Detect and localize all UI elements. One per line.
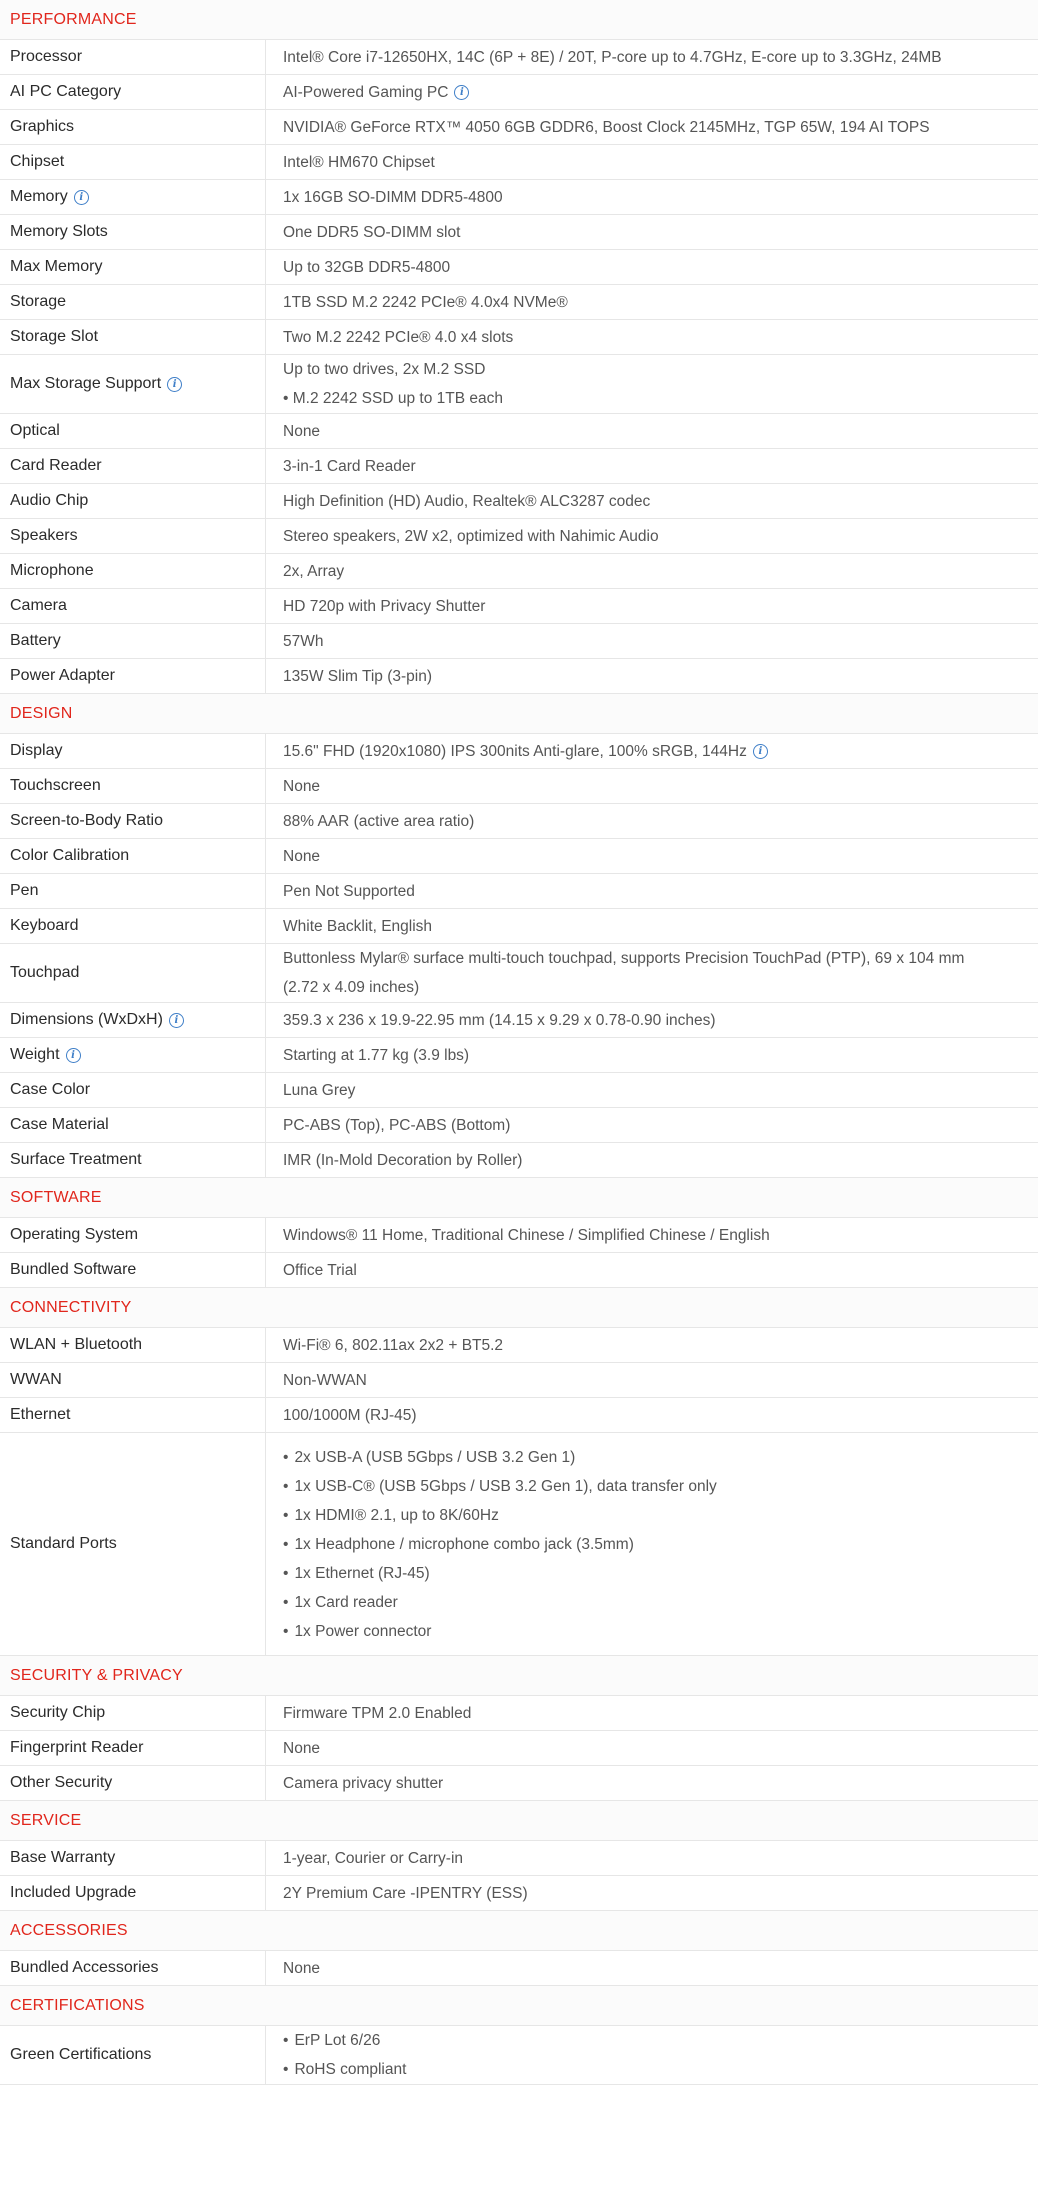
spec-value-text: (2.72 x 4.09 inches) xyxy=(283,979,420,996)
spec-label-text: Screen-to-Body Ratio xyxy=(10,812,163,829)
spec-row xyxy=(0,484,1038,519)
spec-value-line xyxy=(283,183,1032,212)
spec-label-bundled-accessories xyxy=(0,1951,266,1985)
spec-row xyxy=(0,1328,1038,1363)
spec-label-bundled-software xyxy=(0,1253,266,1287)
spec-label-text: Speakers xyxy=(10,527,78,544)
spec-value-text: Camera privacy shutter xyxy=(283,1774,444,1792)
spec-value-line xyxy=(283,1769,1032,1798)
spec-value-line xyxy=(283,1221,1032,1250)
spec-value xyxy=(266,839,1038,873)
spec-label-text: Power Adapter xyxy=(10,667,115,684)
spec-value-text: Buttonless Mylar® surface multi-touch touchpad, supports Precision TouchPad (PTP), 69 x 104 mm xyxy=(283,950,965,967)
spec-value-line xyxy=(283,43,1032,72)
spec-row xyxy=(0,839,1038,874)
spec-label-microphone xyxy=(0,554,266,588)
info-icon[interactable]: i xyxy=(167,377,182,392)
spec-value xyxy=(266,1003,1038,1037)
spec-label-text: Ethernet xyxy=(10,1406,71,1423)
spec-value xyxy=(266,1433,1038,1655)
spec-label-text: Battery xyxy=(10,632,61,649)
spec-label-text: Max Memory xyxy=(10,258,103,275)
spec-label-text: Memory xyxy=(10,188,68,205)
spec-label-text: Included Upgrade xyxy=(10,1884,137,1901)
spec-value xyxy=(266,1218,1038,1252)
spec-value-text: Firmware TPM 2.0 Enabled xyxy=(283,1704,472,1722)
spec-value-text: 88% AAR (active area ratio) xyxy=(283,812,475,830)
spec-value xyxy=(266,1143,1038,1177)
spec-label-case-color xyxy=(0,1073,266,1107)
spec-row xyxy=(0,75,1038,110)
spec-value-text: • 2x USB-A (USB 5Gbps / USB 3.2 Gen 1) xyxy=(283,1449,575,1466)
spec-label-screen-to-body-ratio xyxy=(0,804,266,838)
spec-label-camera xyxy=(0,589,266,623)
spec-label-text: Graphics xyxy=(10,118,75,135)
spec-value-list-item xyxy=(283,2026,1032,2055)
spec-value xyxy=(266,484,1038,518)
spec-value-text: • 1x HDMI® 2.1, up to 8K/60Hz xyxy=(283,1507,499,1524)
spec-row xyxy=(0,1143,1038,1178)
spec-label-dimensions-wxdxh xyxy=(0,1003,266,1037)
spec-value-text: 135W Slim Tip (3-pin) xyxy=(283,667,433,685)
spec-value xyxy=(266,1841,1038,1875)
spec-value xyxy=(266,1696,1038,1730)
spec-label-standard-ports xyxy=(0,1433,266,1655)
spec-label-text: Keyboard xyxy=(10,917,79,934)
spec-value-text: Intel® HM670 Chipset xyxy=(283,153,435,171)
spec-row xyxy=(0,1876,1038,1911)
spec-value xyxy=(266,519,1038,553)
spec-label-touchscreen xyxy=(0,769,266,803)
spec-value-line xyxy=(283,912,1032,941)
spec-row xyxy=(0,449,1038,484)
spec-value-line xyxy=(283,662,1032,691)
spec-value-text: Intel® Core i7-12650HX, 14C (6P + 8E) / 20T, P-core up to 4.7GHz, E-core up to 3.3GHz, 24MB xyxy=(283,48,942,66)
spec-row xyxy=(0,1253,1038,1288)
spec-value-line xyxy=(283,1734,1032,1763)
spec-value-text: 57Wh xyxy=(283,632,324,650)
spec-label-pen xyxy=(0,874,266,908)
spec-value xyxy=(266,554,1038,588)
spec-value-list-item xyxy=(283,2055,1032,2084)
spec-value-line xyxy=(283,1331,1032,1360)
spec-value-list-item xyxy=(283,1617,1032,1646)
spec-label-surface-treatment xyxy=(0,1143,266,1177)
spec-label-green-certifications xyxy=(0,2026,266,2084)
spec-value-line xyxy=(283,737,1032,766)
spec-label-memory-slots xyxy=(0,215,266,249)
spec-value-text: White Backlit, English xyxy=(283,917,433,935)
spec-row xyxy=(0,2026,1038,2085)
spec-label-text: Storage xyxy=(10,293,67,310)
spec-value xyxy=(266,1108,1038,1142)
spec-value-text: None xyxy=(283,777,321,795)
spec-row xyxy=(0,414,1038,449)
spec-value-line xyxy=(283,113,1032,142)
spec-row xyxy=(0,1398,1038,1433)
spec-value xyxy=(266,1328,1038,1362)
spec-value xyxy=(266,215,1038,249)
spec-label-text: Display xyxy=(10,742,63,759)
spec-value xyxy=(266,414,1038,448)
spec-value xyxy=(266,1951,1038,1985)
spec-value-text: • 1x Headphone / microphone combo jack (3.5mm) xyxy=(283,1536,634,1553)
spec-value xyxy=(266,145,1038,179)
spec-label-touchpad xyxy=(0,944,266,1002)
spec-value-text: Wi-Fi® 6, 802.11ax 2x2 + BT5.2 xyxy=(283,1336,504,1354)
spec-value xyxy=(266,1253,1038,1287)
spec-value-text: 15.6" FHD (1920x1080) IPS 300nits Anti-glare, 100% sRGB, 144Hz xyxy=(283,742,747,760)
spec-row xyxy=(0,285,1038,320)
spec-value-text: HD 720p with Privacy Shutter xyxy=(283,597,486,615)
spec-value-text: None xyxy=(283,1739,321,1757)
spec-label-text: Card Reader xyxy=(10,457,102,474)
spec-label-processor xyxy=(0,40,266,74)
spec-row xyxy=(0,320,1038,355)
spec-row xyxy=(0,1003,1038,1038)
spec-value-line xyxy=(283,384,1032,413)
spec-label-chipset xyxy=(0,145,266,179)
spec-value-text: PC-ABS (Top), PC-ABS (Bottom) xyxy=(283,1116,511,1134)
spec-row xyxy=(0,110,1038,145)
spec-value-line xyxy=(283,944,1032,973)
spec-value-text: NVIDIA® GeForce RTX™ 4050 6GB GDDR6, Boost Clock 2145MHz, TGP 65W, 194 AI TOPS xyxy=(283,118,930,136)
spec-value-line xyxy=(283,78,1032,107)
spec-label-weight xyxy=(0,1038,266,1072)
spec-value-text: None xyxy=(283,1959,321,1977)
spec-value-line xyxy=(283,807,1032,836)
spec-value-line xyxy=(283,1111,1032,1140)
spec-value-text: Up to two drives, 2x M.2 SSD xyxy=(283,361,486,378)
section-header-security-privacy: SECURITY & PRIVACY xyxy=(0,1656,1038,1696)
spec-value-text: Up to 32GB DDR5-4800 xyxy=(283,258,451,276)
spec-label-text: Camera xyxy=(10,597,67,614)
section-header-performance: PERFORMANCE xyxy=(0,0,1038,40)
spec-value-line xyxy=(283,842,1032,871)
spec-value-text: Two M.2 2242 PCIe® 4.0 x4 slots xyxy=(283,328,514,346)
spec-value-line xyxy=(283,1146,1032,1175)
spec-value-text: • 1x USB-C® (USB 5Gbps / USB 3.2 Gen 1), data transfer only xyxy=(283,1478,717,1495)
spec-row xyxy=(0,1038,1038,1073)
spec-label-case-material xyxy=(0,1108,266,1142)
spec-row xyxy=(0,180,1038,215)
spec-label-text: Case Material xyxy=(10,1116,109,1133)
spec-row xyxy=(0,1841,1038,1876)
spec-label-wwan xyxy=(0,1363,266,1397)
spec-value xyxy=(266,1876,1038,1910)
spec-row xyxy=(0,1433,1038,1656)
spec-row xyxy=(0,1696,1038,1731)
spec-label-memory xyxy=(0,180,266,214)
spec-label-text: Chipset xyxy=(10,153,65,170)
spec-value-list-item xyxy=(283,1588,1032,1617)
spec-value-text: Starting at 1.77 kg (3.9 lbs) xyxy=(283,1046,470,1064)
spec-value xyxy=(266,355,1038,413)
spec-row xyxy=(0,1731,1038,1766)
spec-value xyxy=(266,1038,1038,1072)
spec-row xyxy=(0,624,1038,659)
spec-value xyxy=(266,909,1038,943)
spec-label-max-memory xyxy=(0,250,266,284)
spec-value-text: • ErP Lot 6/26 xyxy=(283,2032,380,2049)
spec-value xyxy=(266,1731,1038,1765)
spec-value-text: • 1x Ethernet (RJ-45) xyxy=(283,1565,430,1582)
spec-label-text: Max Storage Support xyxy=(10,375,162,392)
spec-value-line xyxy=(283,487,1032,516)
spec-value-text: 1x 16GB SO-DIMM DDR5-4800 xyxy=(283,188,503,206)
spec-row xyxy=(0,1951,1038,1986)
info-icon[interactable]: i xyxy=(454,85,469,100)
spec-value-list-item xyxy=(283,1472,1032,1501)
spec-label-ai-pc-category xyxy=(0,75,266,109)
spec-value-list-item xyxy=(283,1559,1032,1588)
spec-value-list-item xyxy=(283,1530,1032,1559)
spec-value-text: • RoHS compliant xyxy=(283,2061,406,2078)
spec-row xyxy=(0,40,1038,75)
spec-label-text: Base Warranty xyxy=(10,1849,116,1866)
info-icon[interactable]: i xyxy=(66,1048,81,1063)
spec-value-line xyxy=(283,973,1032,1002)
spec-value-line xyxy=(283,627,1032,656)
spec-value xyxy=(266,1398,1038,1432)
spec-value-text: Pen Not Supported xyxy=(283,882,415,900)
spec-value xyxy=(266,804,1038,838)
spec-label-power-adapter xyxy=(0,659,266,693)
spec-value-line xyxy=(283,592,1032,621)
spec-value xyxy=(266,659,1038,693)
spec-value xyxy=(266,449,1038,483)
spec-row xyxy=(0,1108,1038,1143)
spec-value xyxy=(266,2026,1038,2084)
spec-label-storage-slot xyxy=(0,320,266,354)
section-header-connectivity: CONNECTIVITY xyxy=(0,1288,1038,1328)
spec-value-text: IMR (In-Mold Decoration by Roller) xyxy=(283,1151,523,1169)
spec-row xyxy=(0,909,1038,944)
spec-label-text: Green Certifications xyxy=(10,2046,152,2063)
spec-value-line xyxy=(283,253,1032,282)
spec-row xyxy=(0,804,1038,839)
spec-value-text: 3-in-1 Card Reader xyxy=(283,457,416,475)
spec-value-list-item xyxy=(283,1501,1032,1530)
spec-label-text: Processor xyxy=(10,48,83,65)
spec-value-line xyxy=(283,522,1032,551)
spec-value xyxy=(266,944,1038,1002)
spec-row xyxy=(0,519,1038,554)
spec-row xyxy=(0,769,1038,804)
spec-label-fingerprint-reader xyxy=(0,1731,266,1765)
spec-value-line xyxy=(283,1076,1032,1105)
spec-value-text: Windows® 11 Home, Traditional Chinese / Simplified Chinese / English xyxy=(283,1226,770,1244)
spec-label-security-chip xyxy=(0,1696,266,1730)
spec-value-line xyxy=(283,417,1032,446)
section-header-service: SERVICE xyxy=(0,1801,1038,1841)
spec-label-audio-chip xyxy=(0,484,266,518)
info-icon[interactable]: i xyxy=(753,744,768,759)
spec-value xyxy=(266,1363,1038,1397)
spec-value-line xyxy=(283,1699,1032,1728)
spec-label-text: Touchscreen xyxy=(10,777,101,794)
spec-row xyxy=(0,589,1038,624)
spec-row xyxy=(0,1363,1038,1398)
spec-value xyxy=(266,180,1038,214)
spec-label-included-upgrade xyxy=(0,1876,266,1910)
spec-row xyxy=(0,734,1038,769)
section-header-design: DESIGN xyxy=(0,694,1038,734)
spec-label-text: Storage Slot xyxy=(10,328,99,345)
spec-label-text: Pen xyxy=(10,882,39,899)
spec-label-text: Optical xyxy=(10,422,60,439)
spec-label-text: AI PC Category xyxy=(10,83,122,100)
spec-value xyxy=(266,320,1038,354)
spec-label-wlan-bluetooth xyxy=(0,1328,266,1362)
spec-value-line xyxy=(283,557,1032,586)
spec-label-text: WLAN + Bluetooth xyxy=(10,1336,143,1353)
spec-value-line xyxy=(283,1401,1032,1430)
spec-value xyxy=(266,250,1038,284)
spec-value xyxy=(266,769,1038,803)
spec-value-text: • 1x Card reader xyxy=(283,1594,398,1611)
spec-value xyxy=(266,589,1038,623)
spec-value-text: 1-year, Courier or Carry-in xyxy=(283,1849,464,1867)
spec-value-text: High Definition (HD) Audio, Realtek® ALC3287 codec xyxy=(283,492,651,510)
spec-label-operating-system xyxy=(0,1218,266,1252)
spec-row xyxy=(0,215,1038,250)
spec-label-speakers xyxy=(0,519,266,553)
spec-label-battery xyxy=(0,624,266,658)
spec-value-line xyxy=(283,1954,1032,1983)
spec-label-ethernet xyxy=(0,1398,266,1432)
spec-label-text: Fingerprint Reader xyxy=(10,1739,144,1756)
spec-row xyxy=(0,355,1038,414)
spec-label-text: Weight xyxy=(10,1046,60,1063)
spec-label-text: Color Calibration xyxy=(10,847,130,864)
spec-label-text: Memory Slots xyxy=(10,223,108,240)
spec-value-text: • M.2 2242 SSD up to 1TB each xyxy=(283,390,503,407)
spec-value xyxy=(266,624,1038,658)
spec-row xyxy=(0,250,1038,285)
spec-value xyxy=(266,285,1038,319)
spec-value-text: None xyxy=(283,422,321,440)
spec-value-line xyxy=(283,1879,1032,1908)
spec-row xyxy=(0,1218,1038,1253)
spec-label-color-calibration xyxy=(0,839,266,873)
spec-value-text: Stereo speakers, 2W x2, optimized with Nahimic Audio xyxy=(283,527,659,545)
spec-value-list-item xyxy=(283,1443,1032,1472)
spec-value-text: Office Trial xyxy=(283,1261,357,1279)
spec-value-line xyxy=(283,218,1032,247)
spec-row xyxy=(0,1073,1038,1108)
spec-value xyxy=(266,110,1038,144)
info-icon[interactable]: i xyxy=(169,1013,184,1028)
spec-value-line xyxy=(283,1366,1032,1395)
spec-label-text: Standard Ports xyxy=(10,1535,117,1552)
spec-value-line xyxy=(283,288,1032,317)
spec-value-line xyxy=(283,877,1032,906)
section-header-certifications: CERTIFICATIONS xyxy=(0,1986,1038,2026)
spec-value-text: 2Y Premium Care -IPENTRY (ESS) xyxy=(283,1884,528,1902)
spec-label-text: Audio Chip xyxy=(10,492,89,509)
spec-label-card-reader xyxy=(0,449,266,483)
spec-label-display xyxy=(0,734,266,768)
spec-value xyxy=(266,874,1038,908)
spec-value-text: • 1x Power connector xyxy=(283,1623,431,1640)
spec-value xyxy=(266,75,1038,109)
spec-value xyxy=(266,1073,1038,1107)
spec-value-text: None xyxy=(283,847,321,865)
spec-row xyxy=(0,944,1038,1003)
spec-value-text: 1TB SSD M.2 2242 PCIe® 4.0x4 NVMe® xyxy=(283,293,568,311)
spec-value-text: 2x, Array xyxy=(283,562,345,580)
spec-label-text: Surface Treatment xyxy=(10,1151,142,1168)
spec-value-line xyxy=(283,323,1032,352)
info-icon[interactable]: i xyxy=(74,190,89,205)
spec-value-line xyxy=(283,355,1032,384)
spec-label-text: WWAN xyxy=(10,1371,62,1388)
spec-label-text: Case Color xyxy=(10,1081,91,1098)
spec-label-max-storage-support xyxy=(0,355,266,413)
spec-row xyxy=(0,659,1038,694)
spec-label-text: Dimensions (WxDxH) xyxy=(10,1011,163,1028)
spec-value-line xyxy=(283,148,1032,177)
spec-value-line xyxy=(283,452,1032,481)
spec-label-optical xyxy=(0,414,266,448)
spec-value-text: One DDR5 SO-DIMM slot xyxy=(283,223,461,241)
spec-value-line xyxy=(283,1006,1032,1035)
spec-label-storage xyxy=(0,285,266,319)
spec-label-graphics xyxy=(0,110,266,144)
spec-value xyxy=(266,1766,1038,1800)
spec-value-line xyxy=(283,1041,1032,1070)
spec-label-text: Microphone xyxy=(10,562,94,579)
spec-label-text: Touchpad xyxy=(10,964,80,981)
spec-value-line xyxy=(283,1256,1032,1285)
spec-value-line xyxy=(283,772,1032,801)
spec-row xyxy=(0,145,1038,180)
spec-value xyxy=(266,40,1038,74)
spec-row xyxy=(0,874,1038,909)
section-header-accessories: ACCESSORIES xyxy=(0,1911,1038,1951)
spec-label-text: Bundled Software xyxy=(10,1261,137,1278)
spec-value-text: 100/1000M (RJ-45) xyxy=(283,1406,417,1424)
spec-label-text: Other Security xyxy=(10,1774,113,1791)
spec-value-line xyxy=(283,1844,1032,1873)
spec-label-text: Security Chip xyxy=(10,1704,106,1721)
spec-label-other-security xyxy=(0,1766,266,1800)
spec-label-text: Bundled Accessories xyxy=(10,1959,159,1976)
spec-value-text: 359.3 x 236 x 19.9-22.95 mm (14.15 x 9.29 x 0.78-0.90 inches) xyxy=(283,1011,716,1029)
spec-value-text: AI-Powered Gaming PC xyxy=(283,83,449,101)
section-header-software: SOFTWARE xyxy=(0,1178,1038,1218)
spec-label-base-warranty xyxy=(0,1841,266,1875)
spec-value xyxy=(266,734,1038,768)
spec-value-text: Non-WWAN xyxy=(283,1371,367,1389)
spec-value-text: Luna Grey xyxy=(283,1081,356,1099)
spec-label-text: Operating System xyxy=(10,1226,139,1243)
spec-label-keyboard xyxy=(0,909,266,943)
spec-row xyxy=(0,554,1038,589)
spec-row xyxy=(0,1766,1038,1801)
